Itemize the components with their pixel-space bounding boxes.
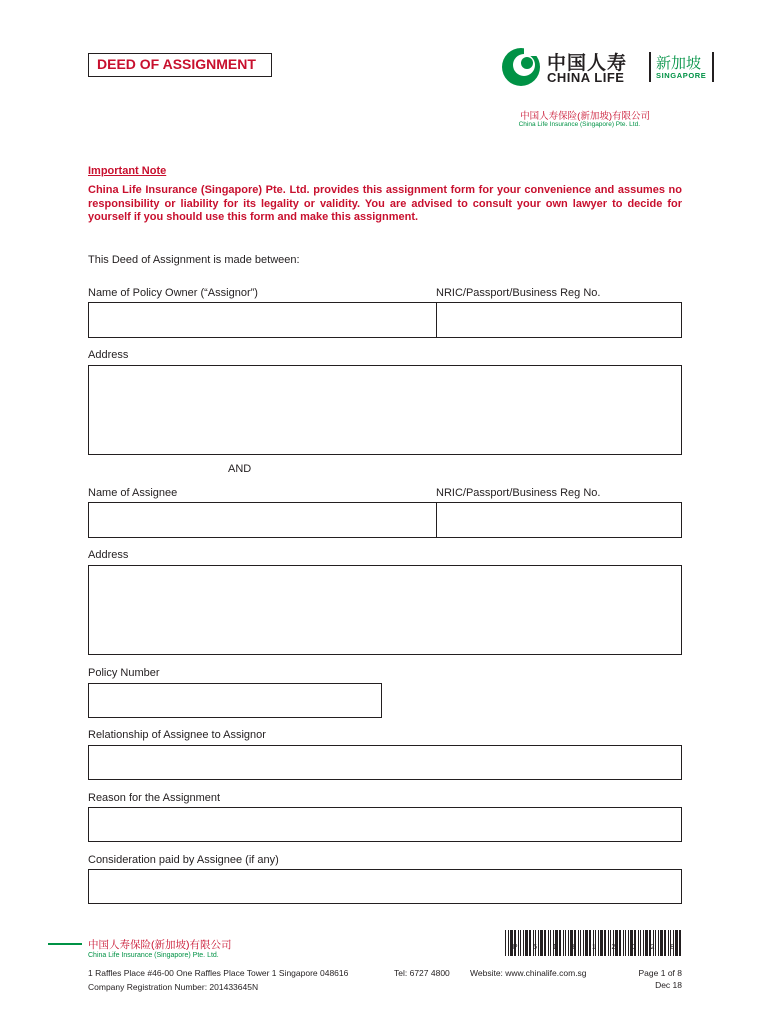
barcode-bar bbox=[583, 930, 584, 956]
barcode-digit: 8 bbox=[670, 944, 675, 951]
barcode-digit: P bbox=[512, 944, 518, 951]
barcode-digits bbox=[505, 944, 682, 951]
barcode-bar bbox=[574, 930, 576, 956]
barcode-bar bbox=[623, 930, 624, 956]
barcode-bar bbox=[563, 930, 564, 956]
document-title: DEED OF ASSIGNMENT bbox=[88, 53, 272, 77]
barcode-bar bbox=[508, 930, 509, 956]
important-note-title: Important Note bbox=[88, 165, 167, 177]
barcode-bar bbox=[525, 930, 528, 956]
reason-label: Reason for the Assignment bbox=[88, 792, 221, 804]
barcode-bar bbox=[625, 930, 626, 956]
assignee-address-label: Address bbox=[88, 549, 129, 561]
barcode-bar bbox=[670, 930, 671, 956]
assignor-address-label: Address bbox=[88, 349, 129, 361]
barcode-bar bbox=[580, 930, 581, 956]
barcode-digit: 2 bbox=[650, 944, 655, 951]
barcode-bar bbox=[655, 930, 656, 956]
footer-address: 1 Raffles Place #46-00 One Raffles Place Tower 1 Singapore 048616 bbox=[88, 968, 349, 978]
barcode-bar bbox=[529, 930, 531, 956]
barcode-bar bbox=[568, 930, 569, 956]
barcode-bar bbox=[604, 930, 606, 956]
barcode-bar bbox=[668, 930, 669, 956]
barcode-bar bbox=[533, 930, 534, 956]
barcode-bar bbox=[570, 930, 573, 956]
barcode-bar bbox=[593, 930, 594, 956]
barcode-bar bbox=[610, 930, 611, 956]
barcode-image bbox=[505, 930, 682, 956]
barcode-digit: 5 bbox=[533, 944, 538, 951]
footer-accent-line bbox=[48, 943, 82, 945]
barcode-bar bbox=[520, 930, 521, 956]
logo-region-cn: 新加坡 bbox=[656, 55, 702, 72]
company-name-en: China Life Insurance (Singapore) Pte. Ltd. bbox=[518, 121, 640, 128]
barcode-bar bbox=[514, 930, 516, 956]
relationship-label: Relationship of Assignee to Assignor bbox=[88, 729, 266, 741]
barcode-bar bbox=[553, 930, 554, 956]
assignee-address-field[interactable] bbox=[88, 565, 682, 655]
footer-website: Website: www.chinalife.com.sg bbox=[470, 968, 587, 978]
footer-registration: Company Registration Number: 201433645N bbox=[88, 982, 259, 992]
barcode-bar bbox=[518, 930, 519, 956]
logo-divider-right bbox=[712, 52, 714, 82]
assignor-id-field[interactable] bbox=[437, 303, 681, 337]
reason-field[interactable] bbox=[88, 807, 682, 842]
barcode-bar bbox=[638, 930, 639, 956]
relationship-field[interactable] bbox=[88, 745, 682, 780]
barcode-digit: 1 bbox=[591, 944, 596, 951]
barcode-bar bbox=[548, 930, 549, 956]
assignee-name-field[interactable] bbox=[89, 503, 436, 537]
footer-company-en: China Life Insurance (Singapore) Pte. Ltd. bbox=[88, 952, 219, 959]
barcode-bar bbox=[628, 930, 629, 956]
barcode-bar bbox=[510, 930, 513, 956]
barcode-bar bbox=[619, 930, 621, 956]
barcode-bar bbox=[613, 930, 614, 956]
assignor-address-field[interactable] bbox=[88, 365, 682, 455]
logo-name-cn: 中国人寿 bbox=[547, 53, 628, 74]
barcode-bar bbox=[505, 930, 506, 956]
barcode-bar bbox=[664, 930, 666, 956]
barcode-bar bbox=[595, 930, 596, 956]
assignor-name-field[interactable] bbox=[89, 303, 436, 337]
barcode-bar bbox=[643, 930, 644, 956]
barcode-bar bbox=[600, 930, 603, 956]
page-number: Page 1 of 8 bbox=[638, 968, 682, 978]
intro-text: This Deed of Assignment is made between: bbox=[88, 254, 300, 266]
logo-name-en: CHINA LIFE bbox=[547, 70, 625, 85]
barcode-bar bbox=[559, 930, 561, 956]
important-note-text: China Life Insurance (Singapore) Pte. Ltd. provides this assignment form for your convenience and assumes no responsibility or liability for its legality or validity. You are advised to consult your own lawyer to decide for yourself if you should use this form and make this assignment. bbox=[88, 184, 682, 223]
barcode-bar bbox=[645, 930, 648, 956]
company-name-cn: 中国人寿保险(新加坡)有限公司 bbox=[520, 111, 650, 122]
assignee-row bbox=[88, 502, 682, 538]
barcode-bar bbox=[585, 930, 588, 956]
barcode-bar bbox=[538, 930, 539, 956]
barcode-bar bbox=[658, 930, 659, 956]
logo-divider bbox=[649, 52, 651, 82]
barcode-digit: 8 bbox=[572, 944, 577, 951]
footer-tel: Tel: 6727 4800 bbox=[394, 968, 450, 978]
policy-number-label: Policy Number bbox=[88, 667, 160, 679]
barcode-bar bbox=[565, 930, 566, 956]
barcode-bar bbox=[523, 930, 524, 956]
barcode-bar bbox=[615, 930, 618, 956]
barcode-bar bbox=[550, 930, 551, 956]
barcode-bar bbox=[578, 930, 579, 956]
barcode-digit: 1 bbox=[552, 944, 557, 951]
barcode-bar bbox=[544, 930, 546, 956]
footer-company-cn: 中国人寿保险(新加坡)有限公司 bbox=[88, 939, 232, 951]
logo-region-en: SINGAPORE bbox=[656, 71, 707, 80]
barcode-bar bbox=[589, 930, 591, 956]
policy-number-field[interactable] bbox=[88, 683, 382, 718]
barcode-bar bbox=[634, 930, 636, 956]
barcode-bar bbox=[640, 930, 641, 956]
and-label: AND bbox=[228, 463, 252, 475]
form-date: Dec 18 bbox=[655, 980, 682, 990]
barcode-bar bbox=[540, 930, 543, 956]
china-life-emblem-icon bbox=[500, 46, 542, 88]
assignee-id-label: NRIC/Passport/Business Reg No. bbox=[436, 487, 601, 499]
barcode-bar bbox=[660, 930, 663, 956]
barcode-digit: 0 bbox=[631, 944, 635, 951]
assignee-name-label: Name of Assignee bbox=[88, 487, 178, 499]
assignee-id-field[interactable] bbox=[437, 503, 681, 537]
barcode-bar bbox=[649, 930, 651, 956]
barcode-bar bbox=[650, 930, 655, 956]
barcode-bar bbox=[535, 930, 536, 956]
barcode-bar bbox=[675, 930, 678, 956]
barcode-digit: 2 bbox=[611, 944, 616, 951]
barcode-bar bbox=[673, 930, 674, 956]
barcode-bar bbox=[598, 930, 599, 956]
barcode-bar bbox=[608, 930, 609, 956]
assignor-id-label: NRIC/Passport/Business Reg No. bbox=[436, 287, 601, 299]
assignor-row bbox=[88, 302, 682, 338]
assignor-name-label: Name of Policy Owner (“Assignor”) bbox=[88, 287, 258, 299]
barcode-bar bbox=[679, 930, 681, 956]
consideration-label: Consideration paid by Assignee (if any) bbox=[88, 854, 279, 866]
barcode-bar bbox=[552, 930, 558, 956]
barcode-bar bbox=[630, 930, 633, 956]
consideration-field[interactable] bbox=[88, 869, 682, 904]
china-life-logo bbox=[500, 46, 730, 90]
